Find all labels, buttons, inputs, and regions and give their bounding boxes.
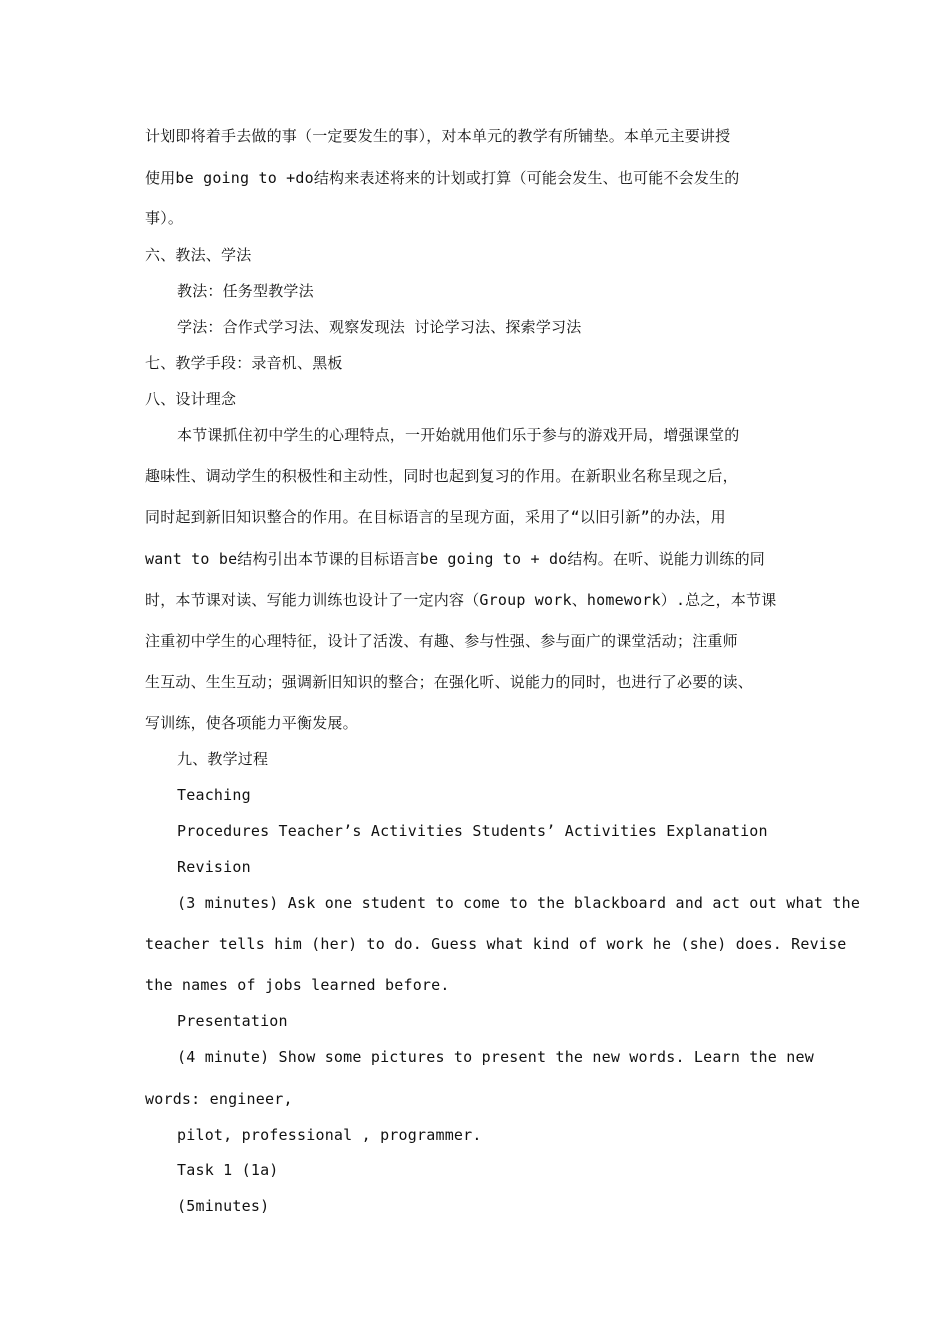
paragraph-line: Presentation xyxy=(177,1012,288,1030)
paragraph-line: Revision xyxy=(177,858,251,876)
paragraph-line: 使用be going to +do结构来表述将来的计划或打算（可能会发生、也可能不会发生的 xyxy=(145,169,740,187)
paragraph-line: (5minutes) xyxy=(177,1197,270,1215)
paragraph-line: 趣味性、调动学生的积极性和主动性，同时也起到复习的作用。在新职业名称呈现之后， xyxy=(145,467,738,485)
paragraph-line: 注重初中学生的心理特征，设计了活泼、有趣、参与性强、参与面广的课堂活动；注重师 xyxy=(145,632,738,650)
section-heading: 八、设计理念 xyxy=(145,390,237,408)
paragraph-line: Task 1 (1a) xyxy=(177,1161,279,1179)
paragraph-line: (3 minutes) Ask one student to come to the blackboard and act out what the xyxy=(177,894,861,912)
paragraph-line: 计划即将着手去做的事（一定要发生的事），对本单元的教学有所铺垫。本单元主要讲授 xyxy=(145,127,731,145)
paragraph-line: 写训练，使各项能力平衡发展。 xyxy=(145,714,358,732)
paragraph-line: 同时起到新旧知识整合的作用。在目标语言的呈现方面，采用了“以旧引新”的办法，用 xyxy=(145,508,726,526)
section-heading: 九、教学过程 xyxy=(177,750,269,768)
paragraph-line: Procedures Teacher’s Activities Students’ Activities Explanation xyxy=(177,822,768,840)
paragraph-line: 生互动、生生互动；强调新旧知识的整合；在强化听、说能力的同时，也进行了必要的读、 xyxy=(145,673,754,691)
paragraph-line: words: engineer, xyxy=(145,1090,293,1108)
paragraph-line: teacher tells him (her) to do. Guess what kind of work he (she) does. Revise xyxy=(145,935,847,953)
section-heading: 七、教学手段：录音机、黑板 xyxy=(145,354,343,372)
paragraph-line: pilot, professional , programmer. xyxy=(177,1126,482,1144)
paragraph-line: the names of jobs learned before. xyxy=(145,976,450,994)
paragraph-line: 本节课抓住初中学生的心理特点，一开始就用他们乐于参与的游戏开局，增强课堂的 xyxy=(177,426,740,444)
paragraph-line: 学法：合作式学习法、观察发现法 讨论学习法、探索学习法 xyxy=(177,318,582,336)
paragraph-line: (4 minute) Show some pictures to present the new words. Learn the new xyxy=(177,1048,814,1066)
section-heading: 六、教法、学法 xyxy=(145,246,252,264)
paragraph-line: Teaching xyxy=(177,786,251,804)
paragraph-line: 时，本节课对读、写能力训练也设计了一定内容（Group work、homework）.总之，本节课 xyxy=(145,591,777,609)
paragraph-line: 事）。 xyxy=(145,209,184,227)
paragraph-line: 教法：任务型教学法 xyxy=(177,282,314,300)
paragraph-line: want to be结构引出本节课的目标语言be going to + do结构。在听、说能力训练的同 xyxy=(145,550,766,568)
